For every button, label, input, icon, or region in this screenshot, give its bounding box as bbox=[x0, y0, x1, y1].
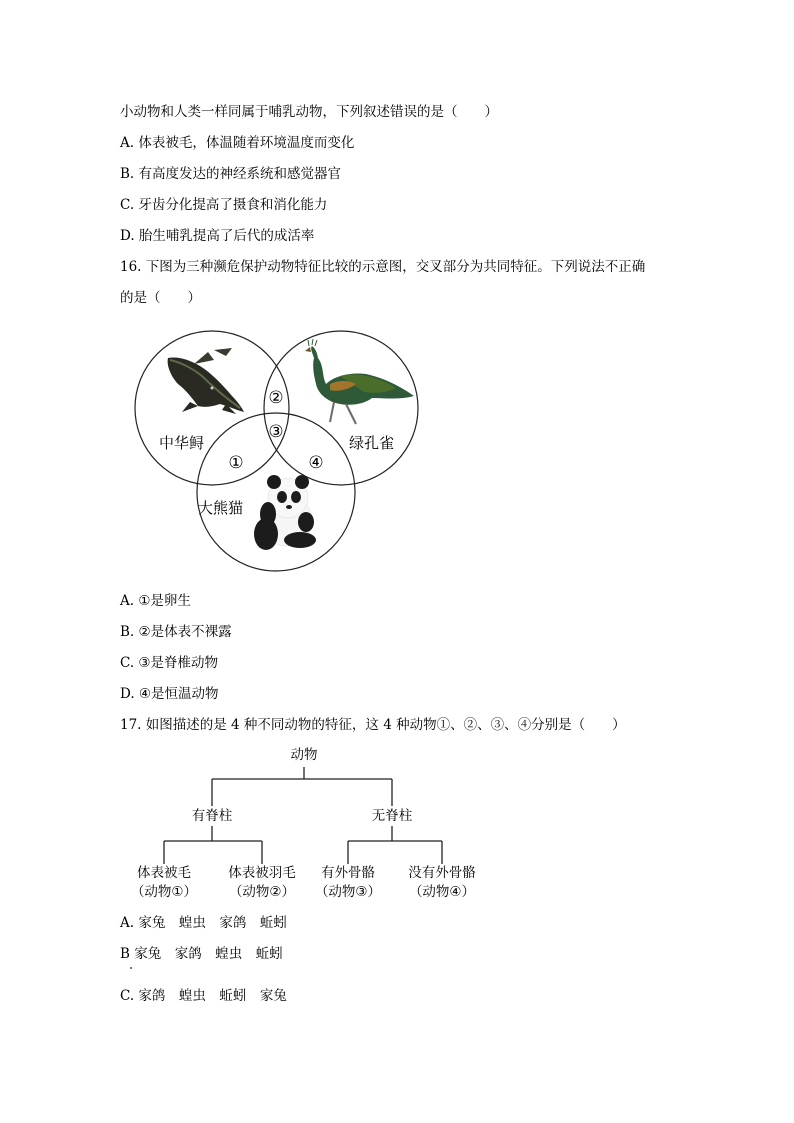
q17-option-a: A. 家兔 蝗虫 家鸽 蚯蚓 bbox=[120, 915, 287, 931]
tree-leaf-3-sub: （动物③） bbox=[314, 884, 382, 900]
q15-option-d: D. 胎生哺乳提高了后代的成活率 bbox=[120, 228, 315, 244]
region-2-label: ② bbox=[268, 388, 284, 408]
tree-leaf-1-sub: （动物①） bbox=[130, 884, 198, 900]
tree-leaf-2: 体表被羽毛 bbox=[228, 865, 296, 881]
tree-leaf-2-sub: （动物②） bbox=[228, 884, 296, 900]
tree-leaf-4-sub: （动物④） bbox=[408, 884, 476, 900]
label-peacock: 绿孔雀 bbox=[349, 434, 395, 452]
q16-option-b: B. ②是体表不裸露 bbox=[120, 624, 232, 640]
region-3-label: ③ bbox=[268, 422, 284, 442]
q16-option-d: D. ④是恒温动物 bbox=[120, 686, 219, 702]
tree-root: 动物 bbox=[290, 747, 318, 763]
q17-stem: 17. 如图描述的是 4 种不同动物的特征，这 4 种动物①、②、③、④分别是（ ） bbox=[120, 717, 626, 733]
tree-leaf-4: 没有外骨骼 bbox=[408, 865, 476, 881]
q16-stem-line1: 16. 下图为三种濒危保护动物特征比较的示意图，交叉部分为共同特征。下列说法不正确 bbox=[120, 259, 646, 275]
region-4-label: ④ bbox=[308, 453, 324, 473]
sturgeon-image bbox=[168, 348, 244, 414]
q17-option-c: C. 家鸽 蝗虫 蚯蚓 家兔 bbox=[120, 988, 287, 1004]
panda-image bbox=[254, 475, 316, 550]
label-sturgeon: 中华鲟 bbox=[159, 434, 205, 452]
stray-dot bbox=[130, 967, 132, 969]
circle-panda bbox=[197, 413, 355, 571]
q15-stem: 小动物和人类一样同属于哺乳动物，下列叙述错误的是（ ） bbox=[120, 104, 498, 120]
tree-right-branch: 无脊柱 bbox=[371, 808, 413, 824]
q15-option-a: A. 体表被毛，体温随着环境温度而变化 bbox=[120, 135, 355, 151]
q17-option-b: B 家兔 家鸽 蝗虫 蚯蚓 bbox=[120, 946, 283, 962]
q16-option-a: A. ①是卵生 bbox=[120, 593, 191, 609]
tree-leaf-3: 有外骨骼 bbox=[321, 865, 375, 881]
circle-peacock bbox=[264, 331, 418, 485]
circle-sturgeon bbox=[135, 331, 289, 485]
tree-left-branch: 有脊柱 bbox=[191, 808, 233, 824]
q16-stem-line2: 的是（ ） bbox=[120, 290, 201, 306]
label-panda: 大熊猫 bbox=[198, 499, 244, 517]
region-1-label: ① bbox=[228, 453, 244, 473]
q15-option-b: B. 有高度发达的神经系统和感觉器官 bbox=[120, 166, 342, 182]
q15-option-c: C. 牙齿分化提高了摄食和消化能力 bbox=[120, 197, 328, 213]
peacock-image bbox=[305, 339, 414, 424]
q16-option-c: C. ③是脊椎动物 bbox=[120, 655, 219, 671]
tree-leaf-1: 体表被毛 bbox=[137, 865, 191, 881]
